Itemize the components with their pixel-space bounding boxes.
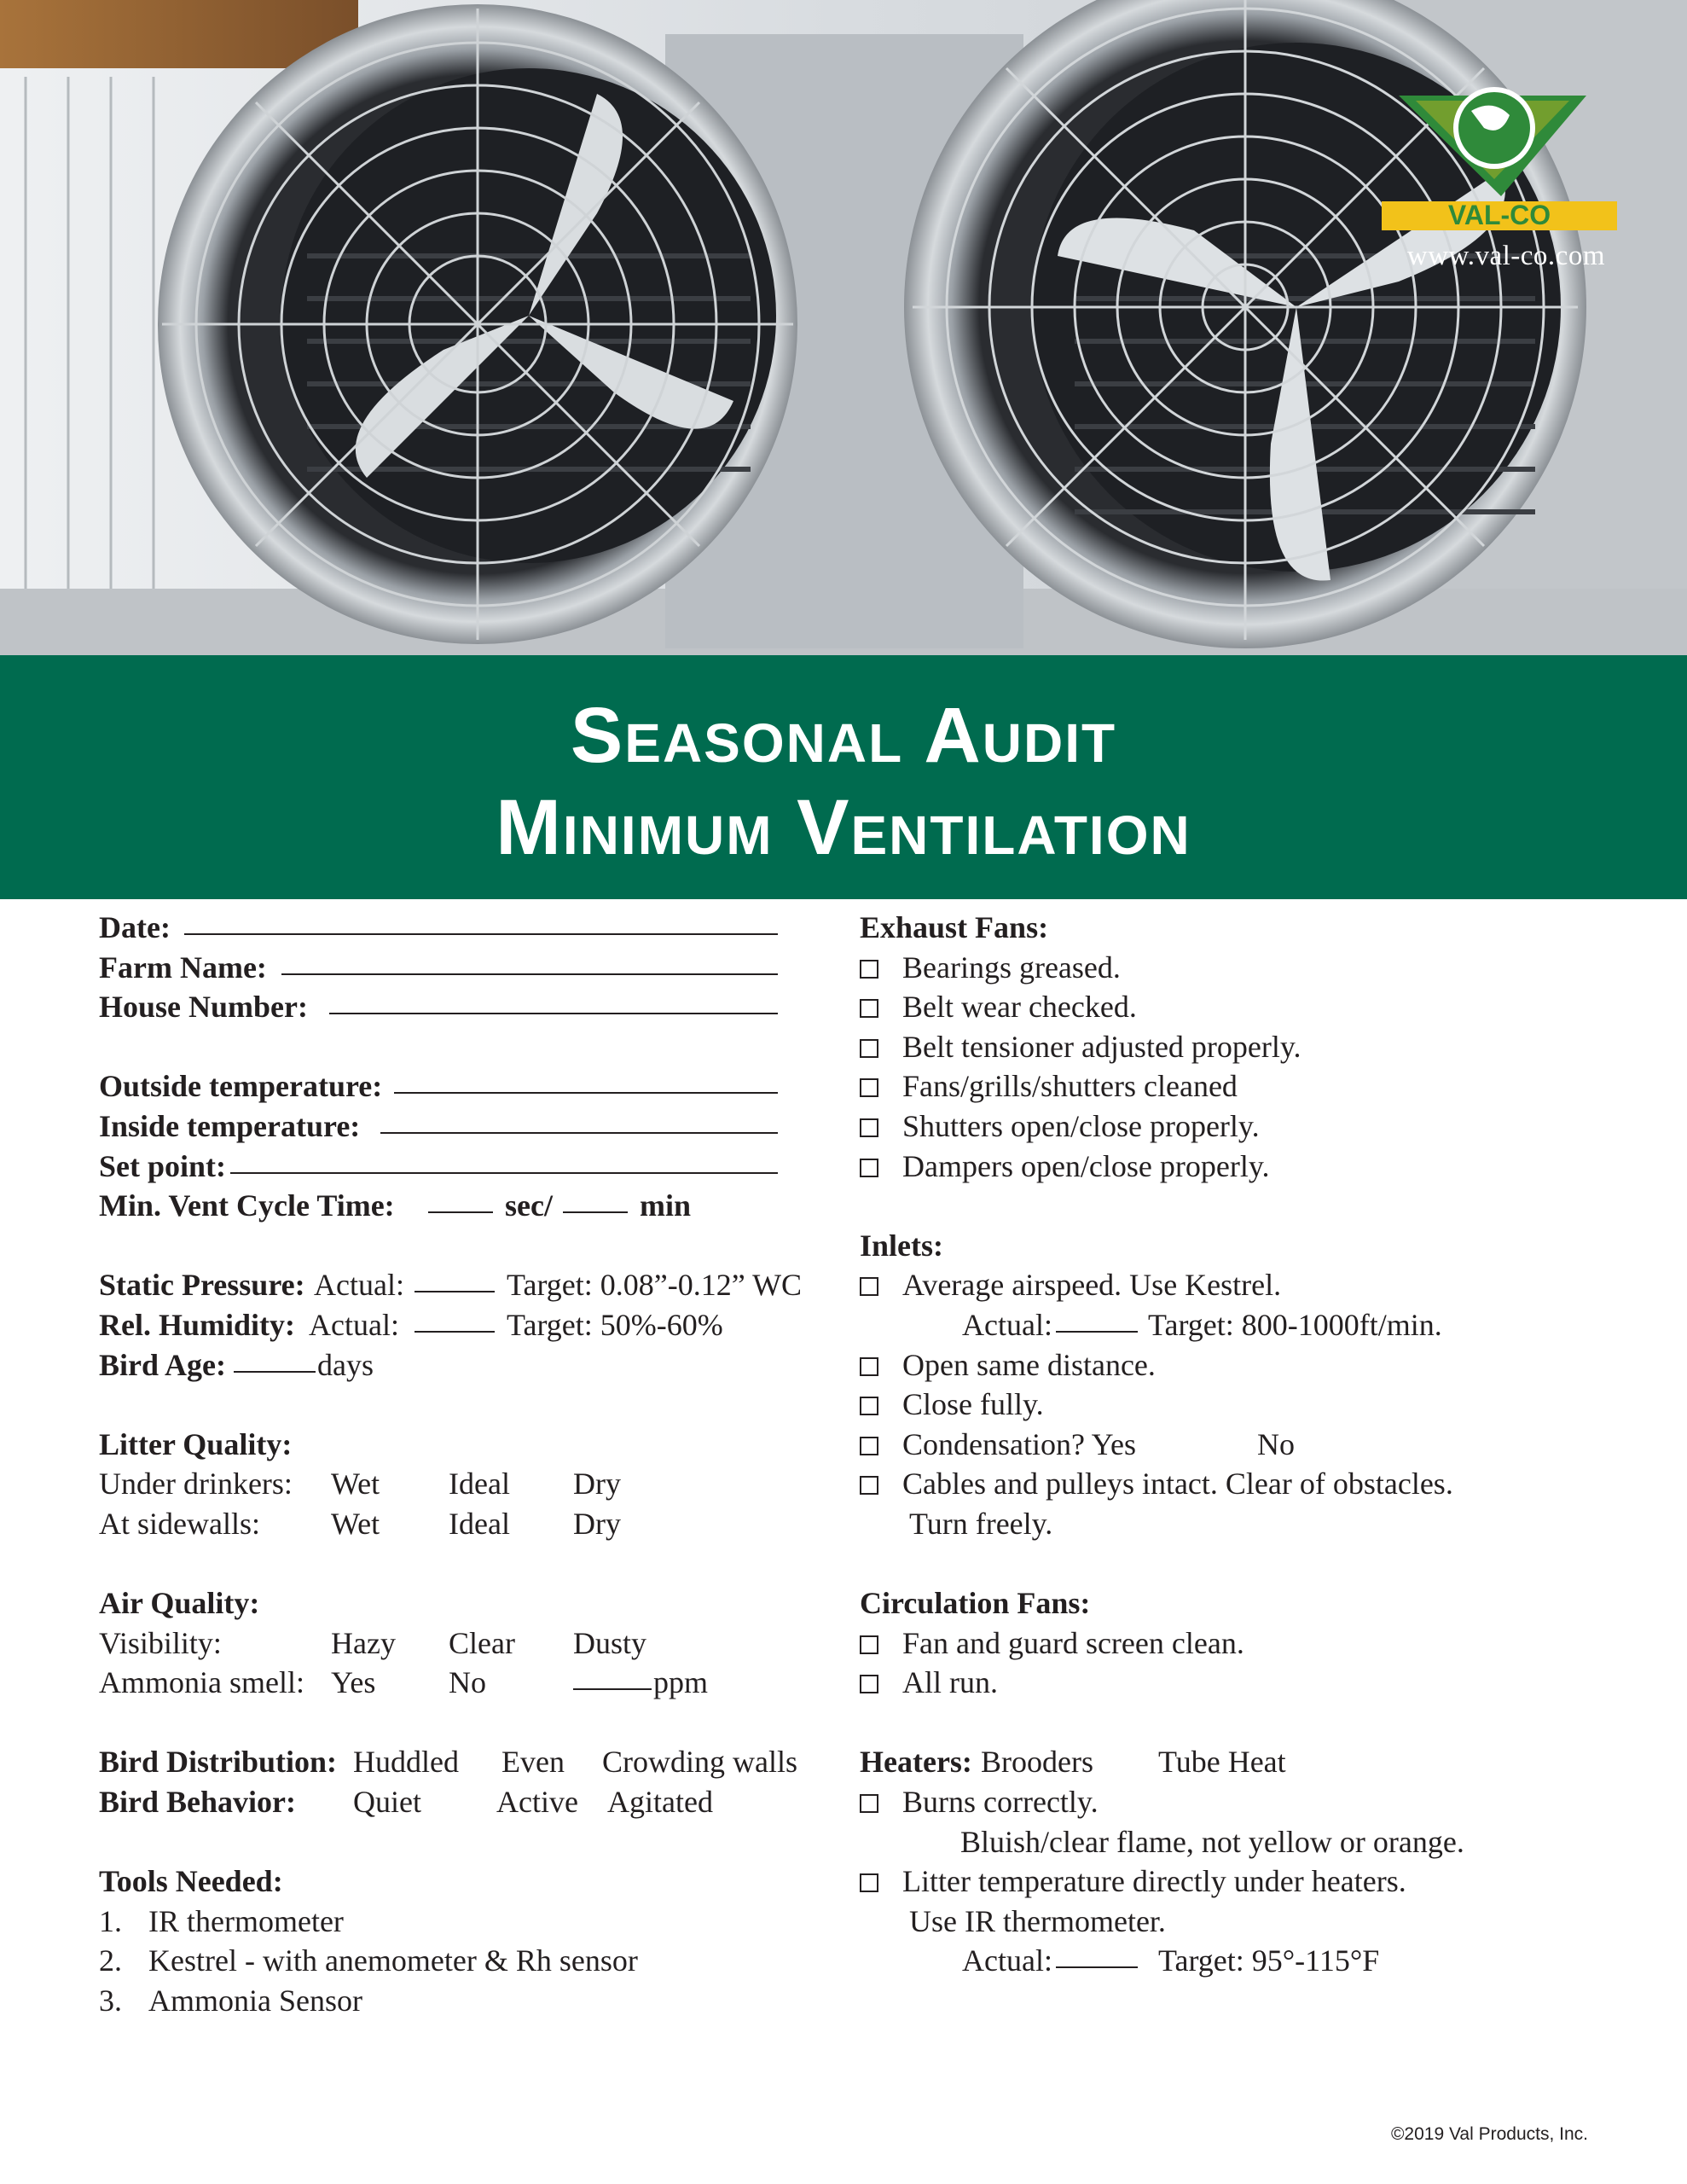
- distribution-crowding[interactable]: Crowding walls: [602, 1745, 797, 1780]
- min-vent-row: [99, 1186, 832, 1226]
- inside-temp-label: Inside temperature:: [99, 1108, 361, 1143]
- static-actual-label: Actual:: [314, 1268, 404, 1303]
- inlet-cables-label: Cables and pulleys intact. Clear of obstacles.: [902, 1467, 1453, 1502]
- min-vent-label: Min. Vent Cycle Time:: [99, 1188, 395, 1223]
- litter-heading: Litter Quality:: [99, 1426, 293, 1461]
- checkbox[interactable]: [860, 1397, 878, 1415]
- ammonia-yes[interactable]: Yes: [331, 1665, 376, 1700]
- ammonia-no[interactable]: No: [449, 1665, 486, 1700]
- ammonia-ppm-unit: ppm: [653, 1665, 709, 1700]
- litter-sidewalls-label: At sidewalls:: [99, 1506, 260, 1541]
- humidity-actual-field[interactable]: [415, 1305, 495, 1333]
- circ-item-label: All run.: [902, 1665, 998, 1700]
- heater-ir: Use IR thermometer.: [909, 1903, 1166, 1938]
- min-vent-min-field[interactable]: [563, 1186, 628, 1213]
- distribution-even[interactable]: Even: [501, 1745, 565, 1780]
- website-url[interactable]: www.val-co.com: [1406, 241, 1605, 271]
- static-pressure-label: Static Pressure:: [99, 1268, 305, 1303]
- heater-actual-label: Actual:: [962, 1943, 1052, 1978]
- checkbox[interactable]: [860, 1159, 878, 1177]
- exhaust-item-label: Belt tensioner adjusted properly.: [902, 1029, 1301, 1064]
- exhaust-item: [860, 1066, 1627, 1107]
- air-heading: Air Quality:: [99, 1586, 260, 1621]
- visibility-hazy[interactable]: Hazy: [331, 1625, 396, 1660]
- litter-row-sidewalls: [99, 1504, 832, 1544]
- title-band: [0, 655, 1687, 899]
- checkbox[interactable]: [860, 1039, 878, 1058]
- bird-age-label: Bird Age:: [99, 1347, 226, 1382]
- set-point-field[interactable]: [230, 1147, 778, 1174]
- house-number-field[interactable]: [329, 987, 778, 1014]
- heater-item: [860, 1782, 1627, 1822]
- outside-temp-label: Outside temperature:: [99, 1069, 383, 1104]
- heaters-tube-heat[interactable]: Tube Heat: [1158, 1745, 1286, 1780]
- tool-text: IR thermometer: [148, 1903, 344, 1938]
- checkbox[interactable]: [860, 1794, 878, 1813]
- inlet-condensation-label[interactable]: Condensation? Yes: [902, 1426, 1137, 1461]
- visibility-clear[interactable]: Clear: [449, 1625, 515, 1660]
- bird-age-unit: days: [317, 1347, 374, 1382]
- title-line-1: Seasonal Audit: [570, 692, 1117, 779]
- heater-actual-field[interactable]: [1056, 1941, 1138, 1968]
- tool-number: 1.: [99, 1903, 122, 1938]
- copyright: ©2019 Val Products, Inc.: [1390, 2124, 1588, 2144]
- checkbox[interactable]: [860, 1277, 878, 1296]
- heaters-label: Heaters:: [860, 1745, 972, 1780]
- inlet-actual-field[interactable]: [1056, 1305, 1138, 1333]
- circ-item: [860, 1663, 1627, 1703]
- inlet-item: [860, 1425, 1627, 1465]
- distribution-row: [99, 1742, 832, 1782]
- inlet-airspeed-label: Average airspeed. Use Kestrel.: [902, 1268, 1282, 1303]
- tool-text: Kestrel - with anemometer & Rh sensor: [148, 1943, 638, 1978]
- litter-drinkers-label: Under drinkers:: [99, 1467, 293, 1502]
- litter-row-drinkers: [99, 1464, 832, 1504]
- farm-name-field[interactable]: [281, 948, 778, 975]
- behavior-active[interactable]: Active: [496, 1785, 578, 1820]
- heater-burns-label: Burns correctly.: [902, 1785, 1099, 1820]
- heaters-row: [860, 1742, 1627, 1782]
- bird-age-field[interactable]: [234, 1345, 316, 1373]
- behavior-row: [99, 1782, 832, 1822]
- static-target: Target: 0.08”-0.12” WC: [507, 1268, 803, 1303]
- heater-actual-row: [860, 1941, 1627, 1981]
- min-vent-sec-field[interactable]: [428, 1186, 493, 1213]
- heater-litter-label: Litter temperature directly under heaters.: [902, 1864, 1406, 1899]
- humidity-label: Rel. Humidity:: [99, 1307, 295, 1342]
- tool-item: [99, 1902, 832, 1942]
- min-vent-min-label: min: [640, 1188, 692, 1223]
- checkbox[interactable]: [860, 1078, 878, 1097]
- ammonia-ppm-field[interactable]: [573, 1663, 652, 1690]
- tool-item: [99, 1941, 832, 1981]
- fans-illustration: [0, 0, 1687, 655]
- tool-number: 3.: [99, 1984, 122, 2018]
- behavior-quiet[interactable]: Quiet: [353, 1785, 421, 1820]
- inlet-cables-cont: Turn freely.: [909, 1506, 1053, 1541]
- litter-sidewalls-ideal[interactable]: Ideal: [449, 1506, 510, 1541]
- inlet-target: Target: 800-1000ft/min.: [1148, 1307, 1442, 1342]
- inlet-actual-label: Actual:: [962, 1307, 1052, 1342]
- inlet-condensation-no[interactable]: No: [1257, 1426, 1295, 1461]
- visibility-row: [99, 1623, 832, 1664]
- circ-item-label: Fan and guard screen clean.: [902, 1625, 1244, 1660]
- exhaust-item-label: Bearings greased.: [902, 950, 1121, 985]
- inlet-item: [860, 1464, 1627, 1504]
- litter-drinkers-wet[interactable]: Wet: [331, 1467, 380, 1502]
- litter-drinkers-ideal[interactable]: Ideal: [449, 1467, 510, 1502]
- heaters-brooders[interactable]: Brooders: [981, 1745, 1093, 1780]
- tool-text: Ammonia Sensor: [148, 1984, 362, 2018]
- inlet-actual-row: [860, 1305, 1627, 1345]
- farm-name-label: Farm Name:: [99, 950, 267, 985]
- static-pressure-row: [99, 1265, 832, 1305]
- exhaust-item-label: Shutters open/close properly.: [902, 1108, 1260, 1143]
- right-column: [860, 908, 1627, 1981]
- litter-sidewalls-wet[interactable]: Wet: [331, 1506, 380, 1541]
- min-vent-sec-label: sec/: [505, 1188, 553, 1223]
- outside-temp-field[interactable]: [394, 1066, 778, 1094]
- bird-age-row: [99, 1345, 832, 1385]
- exhaust-item: [860, 1107, 1627, 1147]
- ammonia-row: [99, 1663, 832, 1703]
- svg-text:VAL-CO: VAL-CO: [1447, 200, 1551, 230]
- exhaust-item: [860, 1027, 1627, 1067]
- exhaust-item: [860, 948, 1627, 988]
- hero-photo: [0, 0, 1687, 655]
- heater-flame: Bluish/clear flame, not yellow or orange.: [960, 1824, 1464, 1859]
- date-row: [99, 908, 832, 948]
- heater-item: [860, 1862, 1627, 1902]
- tool-number: 2.: [99, 1943, 122, 1978]
- set-point-row: [99, 1147, 832, 1187]
- checkbox[interactable]: [860, 1635, 878, 1654]
- checkbox[interactable]: [860, 1437, 878, 1455]
- farm-name-row: [99, 948, 832, 988]
- house-number-label: House Number:: [99, 990, 308, 1025]
- visibility-dusty[interactable]: Dusty: [573, 1625, 647, 1660]
- set-point-label: Set point:: [99, 1148, 227, 1183]
- outside-temp-row: [99, 1066, 832, 1107]
- behavior-label: Bird Behavior:: [99, 1785, 296, 1820]
- humidity-row: [99, 1305, 832, 1345]
- inlet-item: [860, 1265, 1627, 1305]
- ammonia-label: Ammonia smell:: [99, 1665, 304, 1700]
- circ-item: [860, 1623, 1627, 1664]
- exhaust-item-label: Belt wear checked.: [902, 990, 1137, 1025]
- circ-heading: Circulation Fans:: [860, 1586, 1091, 1621]
- checkbox[interactable]: [860, 1476, 878, 1495]
- checkbox[interactable]: [860, 1357, 878, 1376]
- humidity-target: Target: 50%-60%: [507, 1307, 723, 1342]
- visibility-label: Visibility:: [99, 1625, 222, 1660]
- date-label: Date:: [99, 910, 171, 944]
- behavior-agitated[interactable]: Agitated: [607, 1785, 713, 1820]
- static-actual-field[interactable]: [415, 1265, 495, 1292]
- litter-sidewalls-dry[interactable]: Dry: [573, 1506, 621, 1541]
- exhaust-heading: Exhaust Fans:: [860, 910, 1049, 944]
- inlet-item: [860, 1385, 1627, 1425]
- checkbox[interactable]: [860, 1118, 878, 1137]
- left-column: [99, 908, 832, 2021]
- exhaust-item-label: Dampers open/close properly.: [902, 1148, 1270, 1183]
- inlet-open-label: Open same distance.: [902, 1347, 1156, 1382]
- house-number-row: [99, 987, 832, 1027]
- exhaust-item: [860, 1147, 1627, 1187]
- heater-target: Target: 95°-115°F: [1158, 1943, 1380, 1978]
- tool-item: [99, 1981, 832, 2021]
- inside-temp-field[interactable]: [380, 1107, 778, 1134]
- inlet-close-label: Close fully.: [902, 1387, 1044, 1422]
- date-field[interactable]: [184, 908, 778, 935]
- distribution-label: Bird Distribution:: [99, 1745, 338, 1780]
- litter-drinkers-dry[interactable]: Dry: [573, 1467, 621, 1502]
- exhaust-item-label: Fans/grills/shutters cleaned: [902, 1069, 1238, 1104]
- checkbox[interactable]: [860, 1675, 878, 1693]
- tools-heading: Tools Needed:: [99, 1864, 283, 1899]
- checkbox[interactable]: [860, 960, 878, 979]
- exhaust-item: [860, 987, 1627, 1027]
- checkbox[interactable]: [860, 1873, 878, 1892]
- inlets-heading: Inlets:: [860, 1228, 943, 1263]
- checkbox[interactable]: [860, 999, 878, 1018]
- title-line-2: Minimum Ventilation: [496, 784, 1191, 871]
- inlet-item: [860, 1345, 1627, 1385]
- inside-temp-row: [99, 1107, 832, 1147]
- humidity-actual-label: Actual:: [309, 1307, 399, 1342]
- distribution-huddled[interactable]: Huddled: [353, 1745, 459, 1780]
